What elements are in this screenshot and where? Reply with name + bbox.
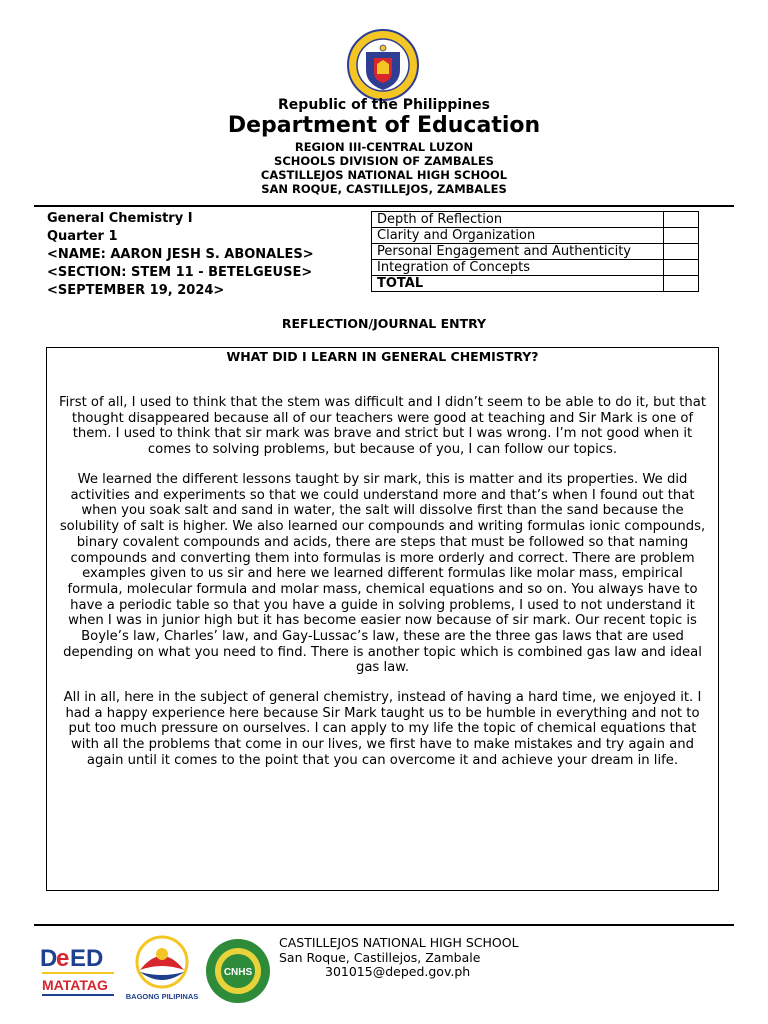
quarter-label: Quarter 1 [47,229,118,244]
rubric-row [372,244,699,260]
header-divider [34,205,734,207]
rubric-criterion: Depth of Reflection [372,212,664,228]
cnhs-seal-icon [205,938,271,1004]
svg-text:CNHS: CNHS [223,967,253,978]
reflection-question: WHAT DID I LEARN IN GENERAL CHEMISTRY? [226,349,539,364]
rubric-criterion: Integration of Concepts [372,260,664,276]
reflection-box [46,347,719,891]
rubric-score-cell[interactable] [664,212,699,228]
rubric-row [372,260,699,276]
rubric-score-cell[interactable] [664,228,699,244]
school-line: CASTILLEJOS NATIONAL HIGH SCHOOL [260,168,508,182]
department-heading: Department of Education [227,113,541,138]
footer-email: 301015@deped.gov.ph [325,964,471,979]
rubric-total-label: TOTAL [372,276,664,292]
rubric-criterion: Clarity and Organization [372,228,664,244]
rubric-row [372,212,699,228]
reflection-title: REFLECTION/JOURNAL ENTRY [281,316,487,331]
subject-label: General Chemistry I [47,211,193,226]
footer-divider [34,924,734,926]
svg-text:e: e [56,945,70,972]
address-line: SAN ROQUE, CASTILLEJOS, ZAMBALES [261,182,507,196]
svg-text:D: D [40,945,58,972]
rubric-score-cell[interactable] [664,260,699,276]
division-line: SCHOOLS DIVISION OF ZAMBALES [274,154,494,168]
reflection-paragraph: We learned the different lessons taught by sir mark, this is matter and its properties. We did activities and experiments so that we could understand more and that’s when I found out that when you soak salt and sand in water, the salt will dissolve first than the sand because the solubility of salt is higher. We also learned our compounds and writing formulas ionic compounds, binary covalent compounds and acids, there are steps that must be followed so that naming compounds and converting them into formulas is more orderly and correct. There are problem examples given to us sir and here we learned different formulas like molar mass, empirical formula, molecular formula and molar mass, chemical equations and so on. You always have to have a periodic table so that you have a guide in solving problems, I used to not understand it when I was in junior high but it has become easier now because of sir mark. Our recent topic is Boyle’s law, Charles’ law, and Gay-Lussac’s law, these are the three gas laws that are used depending on what you need to find. There is another topic which is combined gas law and ideal gas law. [59,472,706,676]
rubric-total-cell[interactable] [664,276,699,292]
region-line: REGION III-CENTRAL LUZON [294,140,474,154]
student-section: <SECTION: STEM 11 - BETELGEUSE> [47,265,313,280]
rubric-criterion: Personal Engagement and Authenticity [372,244,664,260]
entry-date: <SEPTEMBER 19, 2024> [47,283,225,298]
rubric-table [371,211,699,292]
svg-text:BAGONG PILIPINAS: BAGONG PILIPINAS [125,992,199,1001]
reflection-paragraph: First of all, I used to think that the stem was difficult and I didn’t seem to be able to do it, but that thought disappeared because all of our teachers were good at teaching and Sir Mark is one of them. I used to think that sir mark was brave and strict but I was wrong. I’m not good when it comes to solving problems, but because of you, I can follow our topics. [58,395,706,458]
student-info [47,210,314,300]
rubric-row [372,228,699,244]
footer-school: CASTILLEJOS NATIONAL HIGH SCHOOL [279,935,519,950]
deped-matatag-logo-icon [38,936,118,1002]
student-name: <NAME: AARON JESH S. ABONALES> [47,247,314,262]
bagong-pilipinas-logo-icon [124,932,200,1002]
rubric-total-row [372,276,699,292]
reflection-paragraph: All in all, here in the subject of general chemistry, instead of having a hard time, we enjoyed it. I had a happy experience here because Sir Mark taught us to be humble in everything and not to put too much pressure on ourselves. I can apply to my life the topic of chemical equations that with all the problems that come in our lives, we first have to make mistakes and try again and again until it comes to the point that you can overcome it and achieve your dream in life. [63,690,702,768]
footer-contact [279,936,519,980]
svg-text:ED: ED [70,945,104,972]
rubric-score-cell[interactable] [664,244,699,260]
deped-seal-icon [346,28,420,102]
republic-heading: Republic of the Philippines [278,97,490,113]
svg-text:MATATAG: MATATAG [42,977,108,993]
footer-address: San Roque, Castillejos, Zambale [279,949,481,965]
